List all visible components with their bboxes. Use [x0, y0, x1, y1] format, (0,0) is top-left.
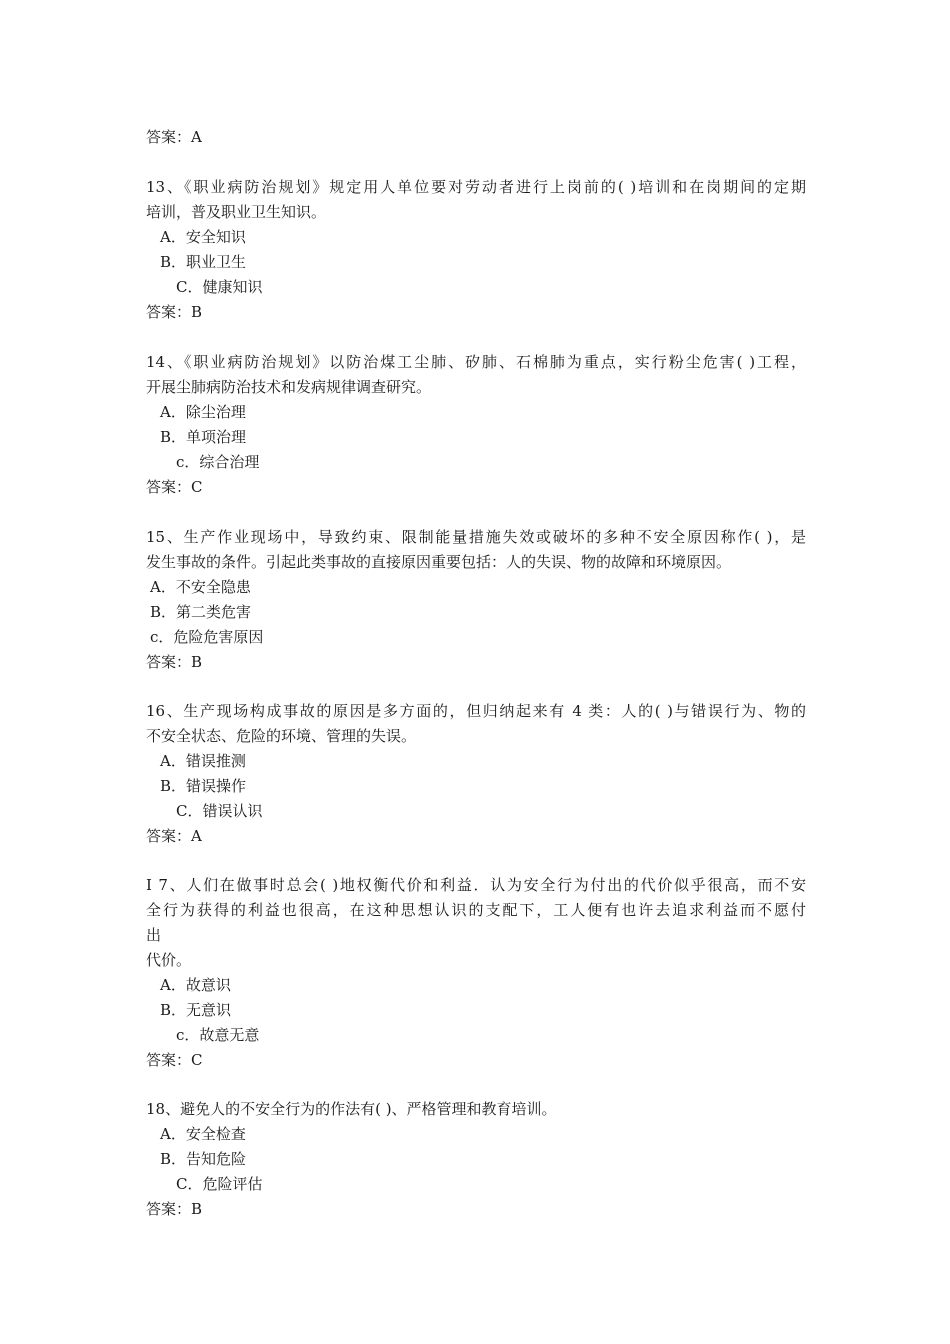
- answer-17: 答案：C: [146, 1051, 203, 1069]
- answer-12: 答案：A: [146, 128, 202, 146]
- question-13-option-a: A．安全知识: [160, 228, 246, 246]
- question-13-text-line-1: 13、《职业病防治规划》规定用人单位要对劳动者进行上岗前的( )培训和在岗期间的定期: [146, 178, 806, 196]
- question-16-option-c: C．错误认识: [176, 802, 263, 820]
- question-17-text-line-1: I 7、人们在做事时总会( )地权衡代价和利益．认为安全行为付出的代价似乎很高，而不安: [146, 876, 806, 894]
- question-17-option-b: B．无意识: [160, 1001, 232, 1019]
- question-18-option-b: B．告知危险: [160, 1150, 247, 1168]
- question-15-option-b: B．第二类危害: [150, 603, 252, 621]
- question-17-option-a: A．故意识: [160, 976, 231, 994]
- question-15-text-line-2: 发生事故的条件。引起此类事故的直接原因重要包括：人的失误、物的故障和环境原因。: [146, 553, 732, 571]
- question-14-option-a: A．除尘治理: [160, 403, 246, 421]
- question-15-option-a: A．不安全隐患: [150, 578, 251, 596]
- question-16-text-line-2: 不安全状态、危险的环境、管理的失误。: [146, 727, 417, 745]
- question-16-option-a: A．错误推测: [160, 752, 246, 770]
- question-18-text-line-1: 18、避免人的不安全行为的作法有( )、严格管理和教育培训。: [146, 1100, 557, 1118]
- question-14-text-line-2: 开展尘肺病防治技术和发病规律调查研究。: [146, 378, 432, 396]
- question-13-option-b: B．职业卫生: [160, 253, 247, 271]
- question-13-text-line-2: 培训，普及职业卫生知识。: [146, 203, 327, 221]
- question-14-option-c: c．综合治理: [176, 453, 260, 471]
- answer-16: 答案：A: [146, 827, 202, 845]
- question-15-text-line-1: 15、生产作业现场中，导致约束、限制能量措施失效或破坏的多种不安全原因称作( )，是: [146, 528, 806, 546]
- question-16-text-line-1: 16、生产现场构成事故的原因是多方面的，但归纳起来有 4 类：人的( )与错误行为、物的: [146, 702, 806, 720]
- answer-18: 答案：B: [146, 1200, 203, 1218]
- answer-14: 答案：C: [146, 478, 203, 496]
- question-16-option-b: B．错误操作: [160, 777, 247, 795]
- question-17-text-line-3: 出: [146, 926, 162, 944]
- answer-13: 答案：B: [146, 303, 203, 321]
- question-18-option-a: A．安全检查: [160, 1125, 246, 1143]
- question-15-option-c: c．危险危害原因: [150, 628, 264, 646]
- question-14-option-b: B．单项治理: [160, 428, 247, 446]
- question-14-text-line-1: 14、《职业病防治规划》以防治煤工尘肺、矽肺、石棉肺为重点，实行粉尘危害( )工程，: [146, 353, 806, 371]
- question-17-text-line-2: 全行为获得的利益也很高，在这种思想认识的支配下，工人便有也许去追求利益而不愿付: [146, 901, 806, 919]
- question-13-option-c: C．健康知识: [176, 278, 263, 296]
- question-17-text-line-4: 代价。: [146, 951, 192, 969]
- question-17-option-c: c．故意无意: [176, 1026, 260, 1044]
- answer-15: 答案：B: [146, 653, 203, 671]
- question-18-option-c: C．危险评估: [176, 1175, 263, 1193]
